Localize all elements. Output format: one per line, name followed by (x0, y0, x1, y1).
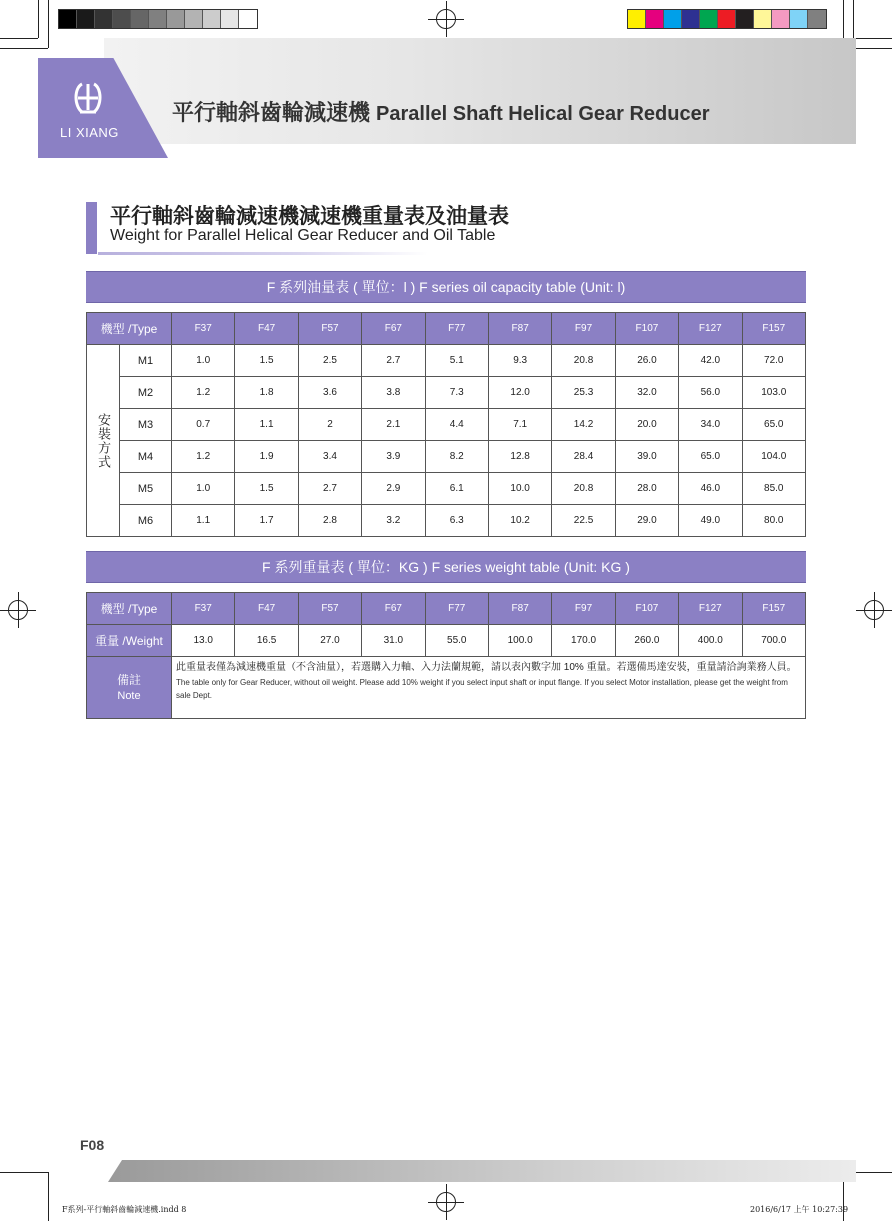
model-header: F47 (235, 593, 298, 625)
oil-capacity-cell: 14.2 (552, 409, 615, 441)
oil-capacity-cell: 2 (298, 409, 361, 441)
oil-capacity-cell: 2.8 (298, 505, 361, 537)
oil-capacity-cell: 20.0 (615, 409, 678, 441)
weight-cell: 27.0 (298, 625, 361, 657)
weight-cell: 100.0 (488, 625, 551, 657)
registration-mark (8, 600, 28, 620)
lixiang-logo-icon (70, 80, 106, 116)
oil-capacity-cell: 32.0 (615, 377, 678, 409)
weight-cell: 400.0 (679, 625, 742, 657)
weight-table (86, 592, 806, 719)
color-swatch (59, 10, 77, 28)
model-header: F37 (172, 593, 235, 625)
process-color-bar (627, 9, 827, 29)
weight-cell: 700.0 (742, 625, 805, 657)
oil-capacity-cell: 7.1 (488, 409, 551, 441)
oil-capacity-cell: 1.7 (235, 505, 298, 537)
color-swatch (772, 10, 790, 28)
section-title-zh: 平行軸斜齒輪減速機減速機重量表及油量表 (110, 204, 509, 228)
note-label-en: Note (117, 689, 141, 702)
model-header: F107 (615, 313, 678, 345)
model-header: F87 (488, 593, 551, 625)
oil-capacity-cell: 0.7 (172, 409, 235, 441)
weight-label: 重量 /Weight (87, 625, 172, 657)
page-number: F08 (80, 1137, 105, 1153)
oil-capacity-cell: 1.5 (235, 473, 298, 505)
oil-capacity-cell: 10.2 (488, 505, 551, 537)
oil-capacity-cell: 1.8 (235, 377, 298, 409)
print-timestamp: 2016/6/17 上午 10:27:39 (750, 1205, 849, 1214)
oil-capacity-cell: 6.1 (425, 473, 488, 505)
model-header: F127 (679, 313, 742, 345)
oil-capacity-cell: 2.1 (362, 409, 425, 441)
oil-capacity-cell: 29.0 (615, 505, 678, 537)
color-swatch (203, 10, 221, 28)
section-accent-bar (86, 202, 97, 254)
note-row (87, 657, 806, 719)
oil-capacity-cell: 3.9 (362, 441, 425, 473)
oil-capacity-cell: 104.0 (742, 441, 805, 473)
model-header: F97 (552, 593, 615, 625)
color-swatch (790, 10, 808, 28)
oil-capacity-cell: 49.0 (679, 505, 742, 537)
model-header: F77 (425, 313, 488, 345)
oil-capacity-cell: 56.0 (679, 377, 742, 409)
mounting-position: M1 (120, 345, 172, 377)
model-header: F67 (362, 313, 425, 345)
oil-capacity-cell: 8.2 (425, 441, 488, 473)
oil-capacity-cell: 25.3 (552, 377, 615, 409)
color-swatch (221, 10, 239, 28)
oil-capacity-cell: 20.8 (552, 345, 615, 377)
oil-capacity-cell: 12.0 (488, 377, 551, 409)
crop-mark (0, 1172, 48, 1173)
table-row (87, 441, 806, 473)
mounting-position: M4 (120, 441, 172, 473)
note-text-en: The table only for Gear Reducer, without oil weight. Please add 10% weight if you select input shaft or input flange. If you select Motor installation, please get the weight from sale Dept. (176, 678, 788, 700)
note-label-zh: 備註 (116, 672, 141, 687)
color-swatch (167, 10, 185, 28)
color-swatch (754, 10, 772, 28)
crop-mark (0, 48, 48, 49)
weight-table-caption: F 系列重量表 ( 單位：KG ) F series weight table (Unit: KG ) (86, 551, 806, 583)
color-swatch (664, 10, 682, 28)
weight-cell: 55.0 (425, 625, 488, 657)
oil-capacity-cell: 1.9 (235, 441, 298, 473)
note-text-zh: 此重量表僅為減速機重量（不含油量），若選購入力軸、入力法蘭規範，請以表內數字加 10% 重量。若選備馬達安裝，重量請洽詢業務人員。 (176, 662, 797, 673)
oil-capacity-cell: 1.1 (235, 409, 298, 441)
color-swatch (628, 10, 646, 28)
oil-capacity-cell: 2.7 (362, 345, 425, 377)
weight-cell: 13.0 (172, 625, 235, 657)
oil-capacity-cell: 7.3 (425, 377, 488, 409)
color-swatch (808, 10, 826, 28)
file-slug: F系列-平行軸斜齒輪減速機.indd 8 (62, 1205, 187, 1214)
type-header: 機型 /Type (87, 593, 172, 625)
registration-mark (436, 9, 456, 29)
mounting-position: M3 (120, 409, 172, 441)
weight-cell: 31.0 (362, 625, 425, 657)
header-band (104, 38, 856, 144)
oil-capacity-cell: 72.0 (742, 345, 805, 377)
oil-capacity-cell: 2.7 (298, 473, 361, 505)
color-swatch (113, 10, 131, 28)
oil-capacity-cell: 3.2 (362, 505, 425, 537)
color-swatch (131, 10, 149, 28)
header-title-en: Parallel Shaft Helical Gear Reducer (376, 103, 710, 125)
model-header: F97 (552, 313, 615, 345)
header-title (172, 96, 710, 127)
oil-capacity-cell: 1.2 (172, 377, 235, 409)
color-swatch (736, 10, 754, 28)
oil-capacity-cell: 85.0 (742, 473, 805, 505)
color-swatch (149, 10, 167, 28)
oil-capacity-cell: 28.4 (552, 441, 615, 473)
note-text (172, 657, 806, 719)
gray-color-bar (58, 9, 258, 29)
oil-capacity-cell: 2.9 (362, 473, 425, 505)
oil-table-header-row (87, 313, 806, 345)
oil-capacity-cell: 22.5 (552, 505, 615, 537)
model-header: F67 (362, 593, 425, 625)
oil-capacity-cell: 34.0 (679, 409, 742, 441)
oil-capacity-cell: 6.3 (425, 505, 488, 537)
oil-capacity-cell: 1.5 (235, 345, 298, 377)
table-row (87, 473, 806, 505)
note-label (87, 657, 172, 719)
oil-capacity-cell: 10.0 (488, 473, 551, 505)
color-swatch (185, 10, 203, 28)
oil-capacity-cell: 103.0 (742, 377, 805, 409)
mounting-position-label: 安裝方式 (87, 345, 120, 537)
oil-capacity-cell: 65.0 (742, 409, 805, 441)
color-swatch (95, 10, 113, 28)
oil-capacity-cell: 28.0 (615, 473, 678, 505)
type-header: 機型 /Type (87, 313, 172, 345)
model-header: F57 (298, 313, 361, 345)
oil-capacity-cell: 1.2 (172, 441, 235, 473)
model-header: F157 (742, 593, 805, 625)
oil-capacity-cell: 80.0 (742, 505, 805, 537)
oil-capacity-cell: 1.0 (172, 345, 235, 377)
oil-capacity-cell: 65.0 (679, 441, 742, 473)
model-header: F57 (298, 593, 361, 625)
oil-table-caption: F 系列油量表 ( 單位：l ) F series oil capacity table (Unit: l) (86, 271, 806, 303)
oil-capacity-cell: 3.8 (362, 377, 425, 409)
mounting-position: M5 (120, 473, 172, 505)
oil-capacity-table (86, 312, 806, 537)
logo-text: LI XIANG (60, 125, 119, 140)
footer-band (108, 1160, 856, 1182)
oil-capacity-cell: 3.4 (298, 441, 361, 473)
crop-mark (0, 38, 38, 39)
model-header: F127 (679, 593, 742, 625)
registration-mark (864, 600, 884, 620)
oil-capacity-cell: 39.0 (615, 441, 678, 473)
color-swatch (646, 10, 664, 28)
crop-mark (48, 0, 49, 48)
section-underline (98, 252, 428, 255)
oil-capacity-cell: 5.1 (425, 345, 488, 377)
model-header: F77 (425, 593, 488, 625)
section-title-en: Weight for Parallel Helical Gear Reducer and Oil Table (110, 227, 496, 244)
color-swatch (718, 10, 736, 28)
header-title-zh: 平行軸斜齒輪減速機 (172, 101, 371, 126)
color-swatch (239, 10, 257, 28)
oil-capacity-cell: 2.5 (298, 345, 361, 377)
table-row (87, 377, 806, 409)
oil-capacity-cell: 3.6 (298, 377, 361, 409)
weight-row (87, 625, 806, 657)
oil-capacity-cell: 42.0 (679, 345, 742, 377)
color-swatch (682, 10, 700, 28)
oil-capacity-cell: 12.8 (488, 441, 551, 473)
model-header: F87 (488, 313, 551, 345)
table-row (87, 345, 806, 377)
weight-cell: 170.0 (552, 625, 615, 657)
color-swatch (77, 10, 95, 28)
crop-mark (38, 0, 39, 38)
model-header: F107 (615, 593, 678, 625)
model-header: F37 (172, 313, 235, 345)
registration-mark (436, 1192, 456, 1212)
oil-capacity-cell: 20.8 (552, 473, 615, 505)
weight-table-header-row (87, 593, 806, 625)
mounting-position: M2 (120, 377, 172, 409)
color-swatch (700, 10, 718, 28)
crop-mark (854, 38, 892, 39)
oil-capacity-cell: 4.4 (425, 409, 488, 441)
model-header: F157 (742, 313, 805, 345)
weight-cell: 16.5 (235, 625, 298, 657)
oil-capacity-cell: 26.0 (615, 345, 678, 377)
table-row (87, 409, 806, 441)
model-header: F47 (235, 313, 298, 345)
mounting-position: M6 (120, 505, 172, 537)
weight-cell: 260.0 (615, 625, 678, 657)
crop-mark (48, 1172, 49, 1221)
oil-capacity-cell: 9.3 (488, 345, 551, 377)
oil-capacity-cell: 1.1 (172, 505, 235, 537)
oil-capacity-cell: 1.0 (172, 473, 235, 505)
table-row (87, 505, 806, 537)
crop-mark (853, 0, 854, 38)
oil-capacity-cell: 46.0 (679, 473, 742, 505)
